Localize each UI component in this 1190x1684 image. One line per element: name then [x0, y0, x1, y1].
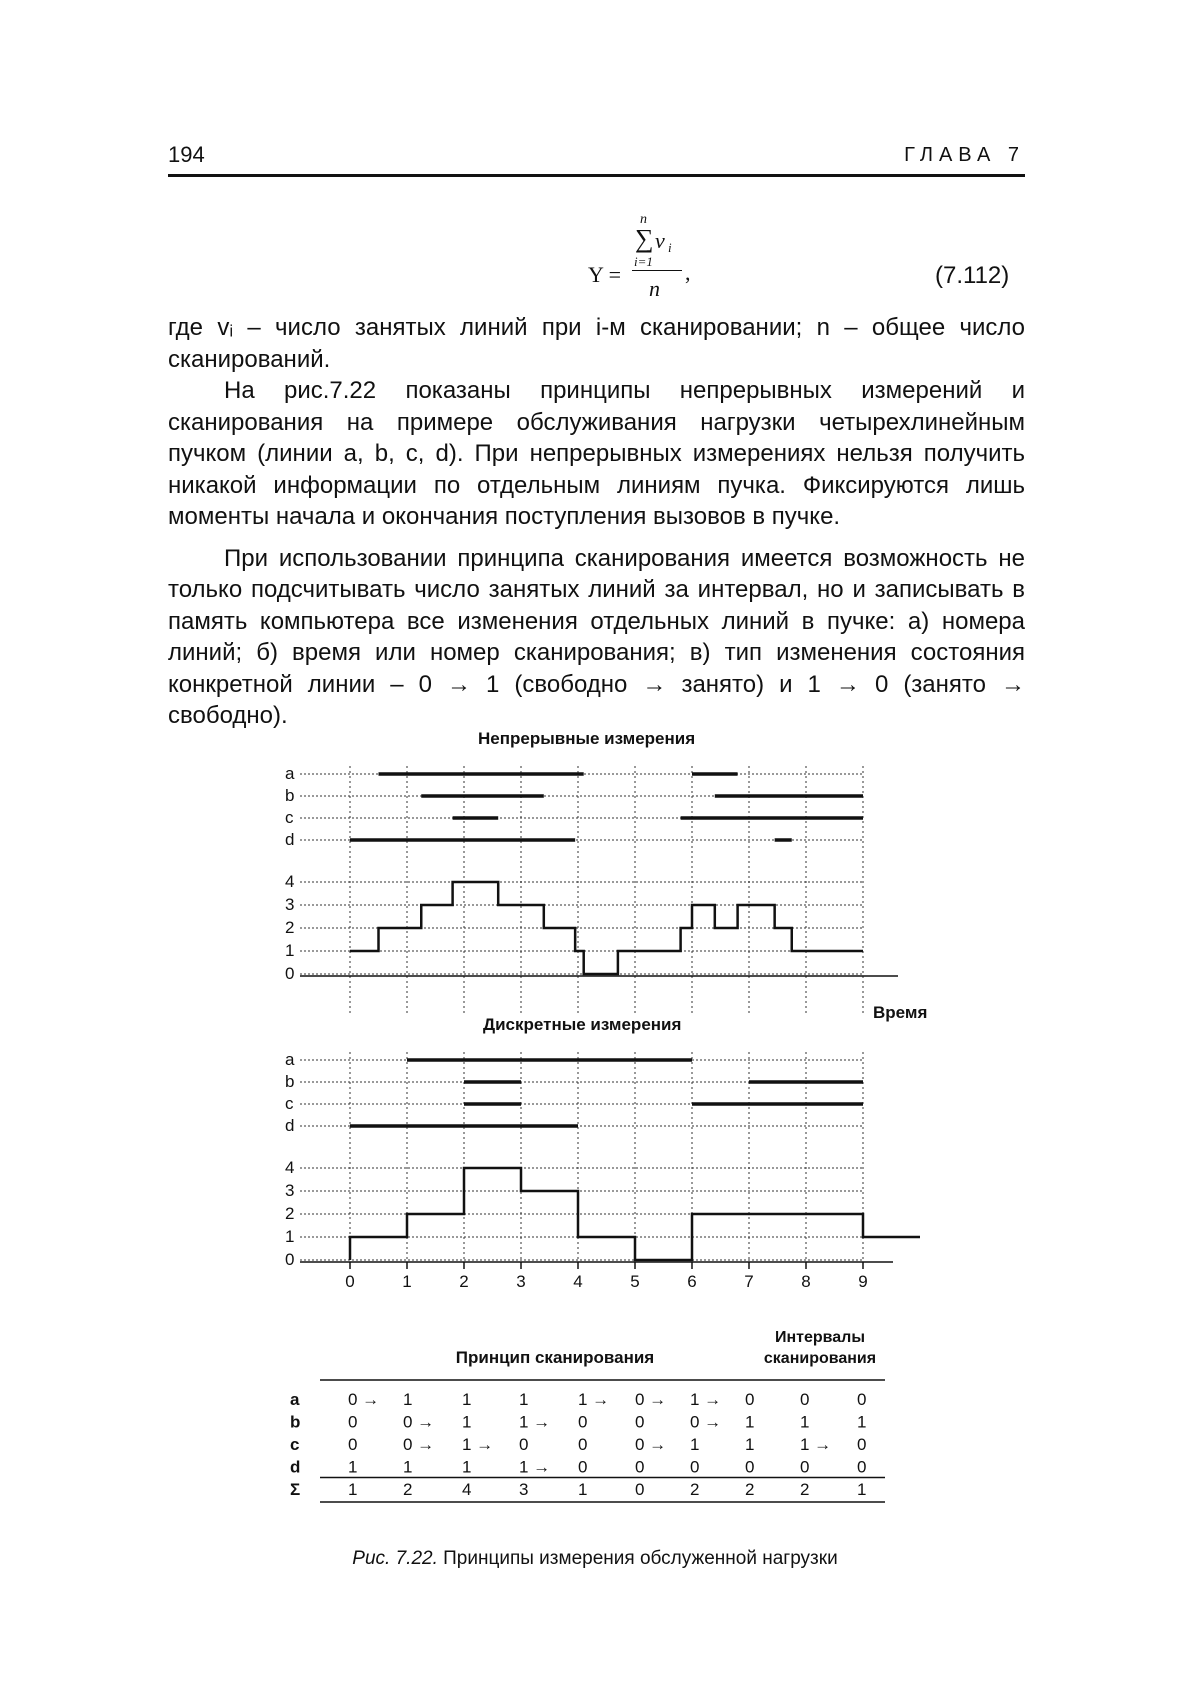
table-cell-1-4: 0 [578, 1412, 588, 1432]
table-cell-1-1: 0 → [403, 1412, 435, 1432]
table-cell-3-2: 1 [462, 1457, 472, 1477]
caption-text: Принципы измерения обслуженной нагрузки [437, 1548, 838, 1569]
paragraph-2: На рис.7.22 показаны принципы непрерывных измерений и сканирования на примере обслуживания нагрузки четырехлинейным пучком (линии a, b, c, d). При непрерывных измерениях нельзя получить никакой информации по отдельным линиям пучка. Фиксируются лишь моменты начала и окончания поступления вызовов в пучке. [168, 377, 1025, 530]
x-tick-label-2: 2 [459, 1272, 469, 1291]
table-cell-2-6: 1 [690, 1435, 700, 1454]
table-cell-0-1: 1 [403, 1390, 413, 1409]
caption-prefix: Рис. 7.22. [352, 1548, 438, 1569]
table-cell-1-7: 1 [745, 1412, 755, 1432]
formula-sum-term: v [655, 228, 665, 253]
table-row-label-1: b [290, 1412, 301, 1432]
table-cell-4-6: 2 [690, 1480, 700, 1499]
formula-comma: , [685, 260, 691, 285]
figure-7-22 [0, 729, 1190, 1540]
equation-number: (7.112) [935, 262, 1010, 289]
x-tick-label-9: 9 [858, 1272, 868, 1291]
table-cell-4-2: 4 [462, 1480, 472, 1499]
discrete-count-label-1: 1 [285, 1227, 295, 1246]
table-row-label-4: Σ [290, 1480, 301, 1499]
table-cell-1-6: 0 → [690, 1412, 722, 1432]
table-cell-4-1: 2 [403, 1480, 413, 1499]
formula-sum-sub: i [668, 240, 672, 255]
body-text [168, 312, 1025, 732]
table-cell-2-1: 0 → [403, 1435, 435, 1454]
discrete-line-label-a: a [285, 1050, 295, 1069]
continuous-count-label-0: 0 [285, 964, 295, 983]
table-cell-1-3: 1 → [519, 1412, 551, 1432]
table-cell-2-8: 1 → [800, 1435, 832, 1454]
x-tick-label-4: 4 [573, 1272, 583, 1291]
figure-caption [0, 1548, 1190, 1570]
table-cell-3-6: 0 [690, 1457, 700, 1477]
formula-denominator: n [649, 276, 660, 301]
table-cell-0-2: 1 [462, 1390, 472, 1409]
formula-sum-upper: n [640, 212, 647, 227]
table-cell-1-8: 1 [800, 1412, 810, 1432]
table-row-label-2: c [290, 1435, 300, 1454]
table-cell-0-9: 0 [857, 1390, 867, 1409]
discrete-count-label-2: 2 [285, 1204, 295, 1223]
table-cell-4-4: 1 [578, 1480, 588, 1499]
continuous-line-label-b: b [285, 786, 295, 805]
table-cell-4-7: 2 [745, 1480, 755, 1499]
table-cell-2-0: 0 [348, 1435, 358, 1454]
table-cell-1-0: 0 [348, 1412, 358, 1432]
discrete-line-label-c: c [285, 1094, 294, 1113]
table-cell-0-6: 1 → [690, 1390, 722, 1409]
page-header [168, 140, 1025, 177]
table-cell-0-4: 1 → [578, 1390, 610, 1409]
formula-sum-symbol: ∑ [635, 224, 654, 253]
discrete-title: Дискретные измерения [483, 1015, 682, 1034]
paragraph-1: где vᵢ – число занятых линий при i-м сканировании; n – общее число сканирований. [168, 314, 1025, 373]
table-cell-3-3: 1 → [519, 1457, 551, 1477]
x-tick-label-3: 3 [516, 1272, 526, 1291]
table-cell-2-4: 0 [578, 1435, 588, 1454]
table-cell-2-9: 0 [857, 1435, 867, 1454]
discrete-count-label-4: 4 [285, 1158, 295, 1177]
table-cell-0-5: 0 → [635, 1390, 667, 1409]
continuous-count-label-4: 4 [285, 872, 295, 891]
table-cell-3-0: 1 [348, 1457, 358, 1477]
table-cell-3-7: 0 [745, 1457, 755, 1477]
formula-7-112 [560, 210, 760, 310]
table-row-label-0: a [290, 1390, 300, 1409]
paragraph-3: При использовании принципа сканирования имеется возможность не только подсчитывать число занятых линий за интервал, но и записывать в память компьютера все изменения отдельных линий в пучке: а) номера линий; б) время или номер сканирования; в) тип изменения состояния конкретной линии – 0 → 1 (свободно → занято) и 1 → 0 (занято → свободно). [168, 544, 1025, 729]
continuous-line-label-a: a [285, 764, 295, 783]
table-cell-3-8: 0 [800, 1457, 810, 1477]
page-number: 194 [168, 142, 205, 167]
time-label: Время [873, 1003, 928, 1022]
discrete-line-label-b: b [285, 1072, 295, 1091]
table-cell-0-0: 0 → [348, 1390, 380, 1409]
table-cell-0-3: 1 [519, 1390, 529, 1409]
continuous-line-label-c: c [285, 808, 294, 827]
continuous-title: Непрерывные измерения [478, 729, 696, 748]
continuous-count-label-2: 2 [285, 918, 295, 937]
table-cell-4-0: 1 [348, 1480, 358, 1499]
x-tick-label-7: 7 [744, 1272, 754, 1291]
continuous-count-label-3: 3 [285, 895, 295, 914]
table-cell-0-8: 0 [800, 1390, 810, 1409]
x-tick-label-1: 1 [402, 1272, 412, 1291]
x-tick-label-0: 0 [345, 1272, 355, 1291]
fraction-bar [632, 270, 682, 271]
formula-lhs: Y = [588, 262, 621, 287]
x-tick-label-5: 5 [630, 1272, 640, 1291]
table-cell-1-9: 1 [857, 1412, 867, 1432]
intervals-label-2: сканирования [763, 1350, 877, 1367]
continuous-count-label-1: 1 [285, 941, 295, 960]
table-cell-3-4: 0 [578, 1457, 588, 1477]
x-tick-label-6: 6 [687, 1272, 697, 1291]
x-tick-label-8: 8 [801, 1272, 811, 1291]
table-cell-3-9: 0 [857, 1457, 867, 1477]
table-cell-4-8: 2 [800, 1480, 810, 1499]
table-cell-1-2: 1 [462, 1412, 472, 1432]
table-cell-4-5: 0 [635, 1480, 645, 1499]
scan-title: Принцип сканирования [455, 1348, 655, 1367]
table-cell-2-2: 1 → [462, 1435, 494, 1454]
table-cell-2-5: 0 → [635, 1435, 667, 1454]
discrete-count-label-3: 3 [285, 1181, 295, 1200]
discrete-line-label-d: d [285, 1116, 295, 1135]
table-row-label-3: d [290, 1457, 301, 1477]
table-cell-3-1: 1 [403, 1457, 413, 1477]
table-cell-4-3: 3 [519, 1480, 529, 1499]
formula-sum-lower: i=1 [634, 254, 653, 269]
table-cell-0-7: 0 [745, 1390, 755, 1409]
continuous-line-label-d: d [285, 830, 295, 849]
chapter-title: ГЛАВА 7 [904, 144, 1025, 166]
continuous-count-step [350, 882, 863, 974]
discrete-count-label-0: 0 [285, 1250, 295, 1269]
table-cell-2-7: 1 [745, 1435, 755, 1454]
table-cell-1-5: 0 [635, 1412, 645, 1432]
table-cell-2-3: 0 [519, 1435, 529, 1454]
table-cell-3-5: 0 [635, 1457, 645, 1477]
table-cell-4-9: 1 [857, 1480, 867, 1499]
intervals-label-1: Интервалы [774, 1329, 866, 1346]
